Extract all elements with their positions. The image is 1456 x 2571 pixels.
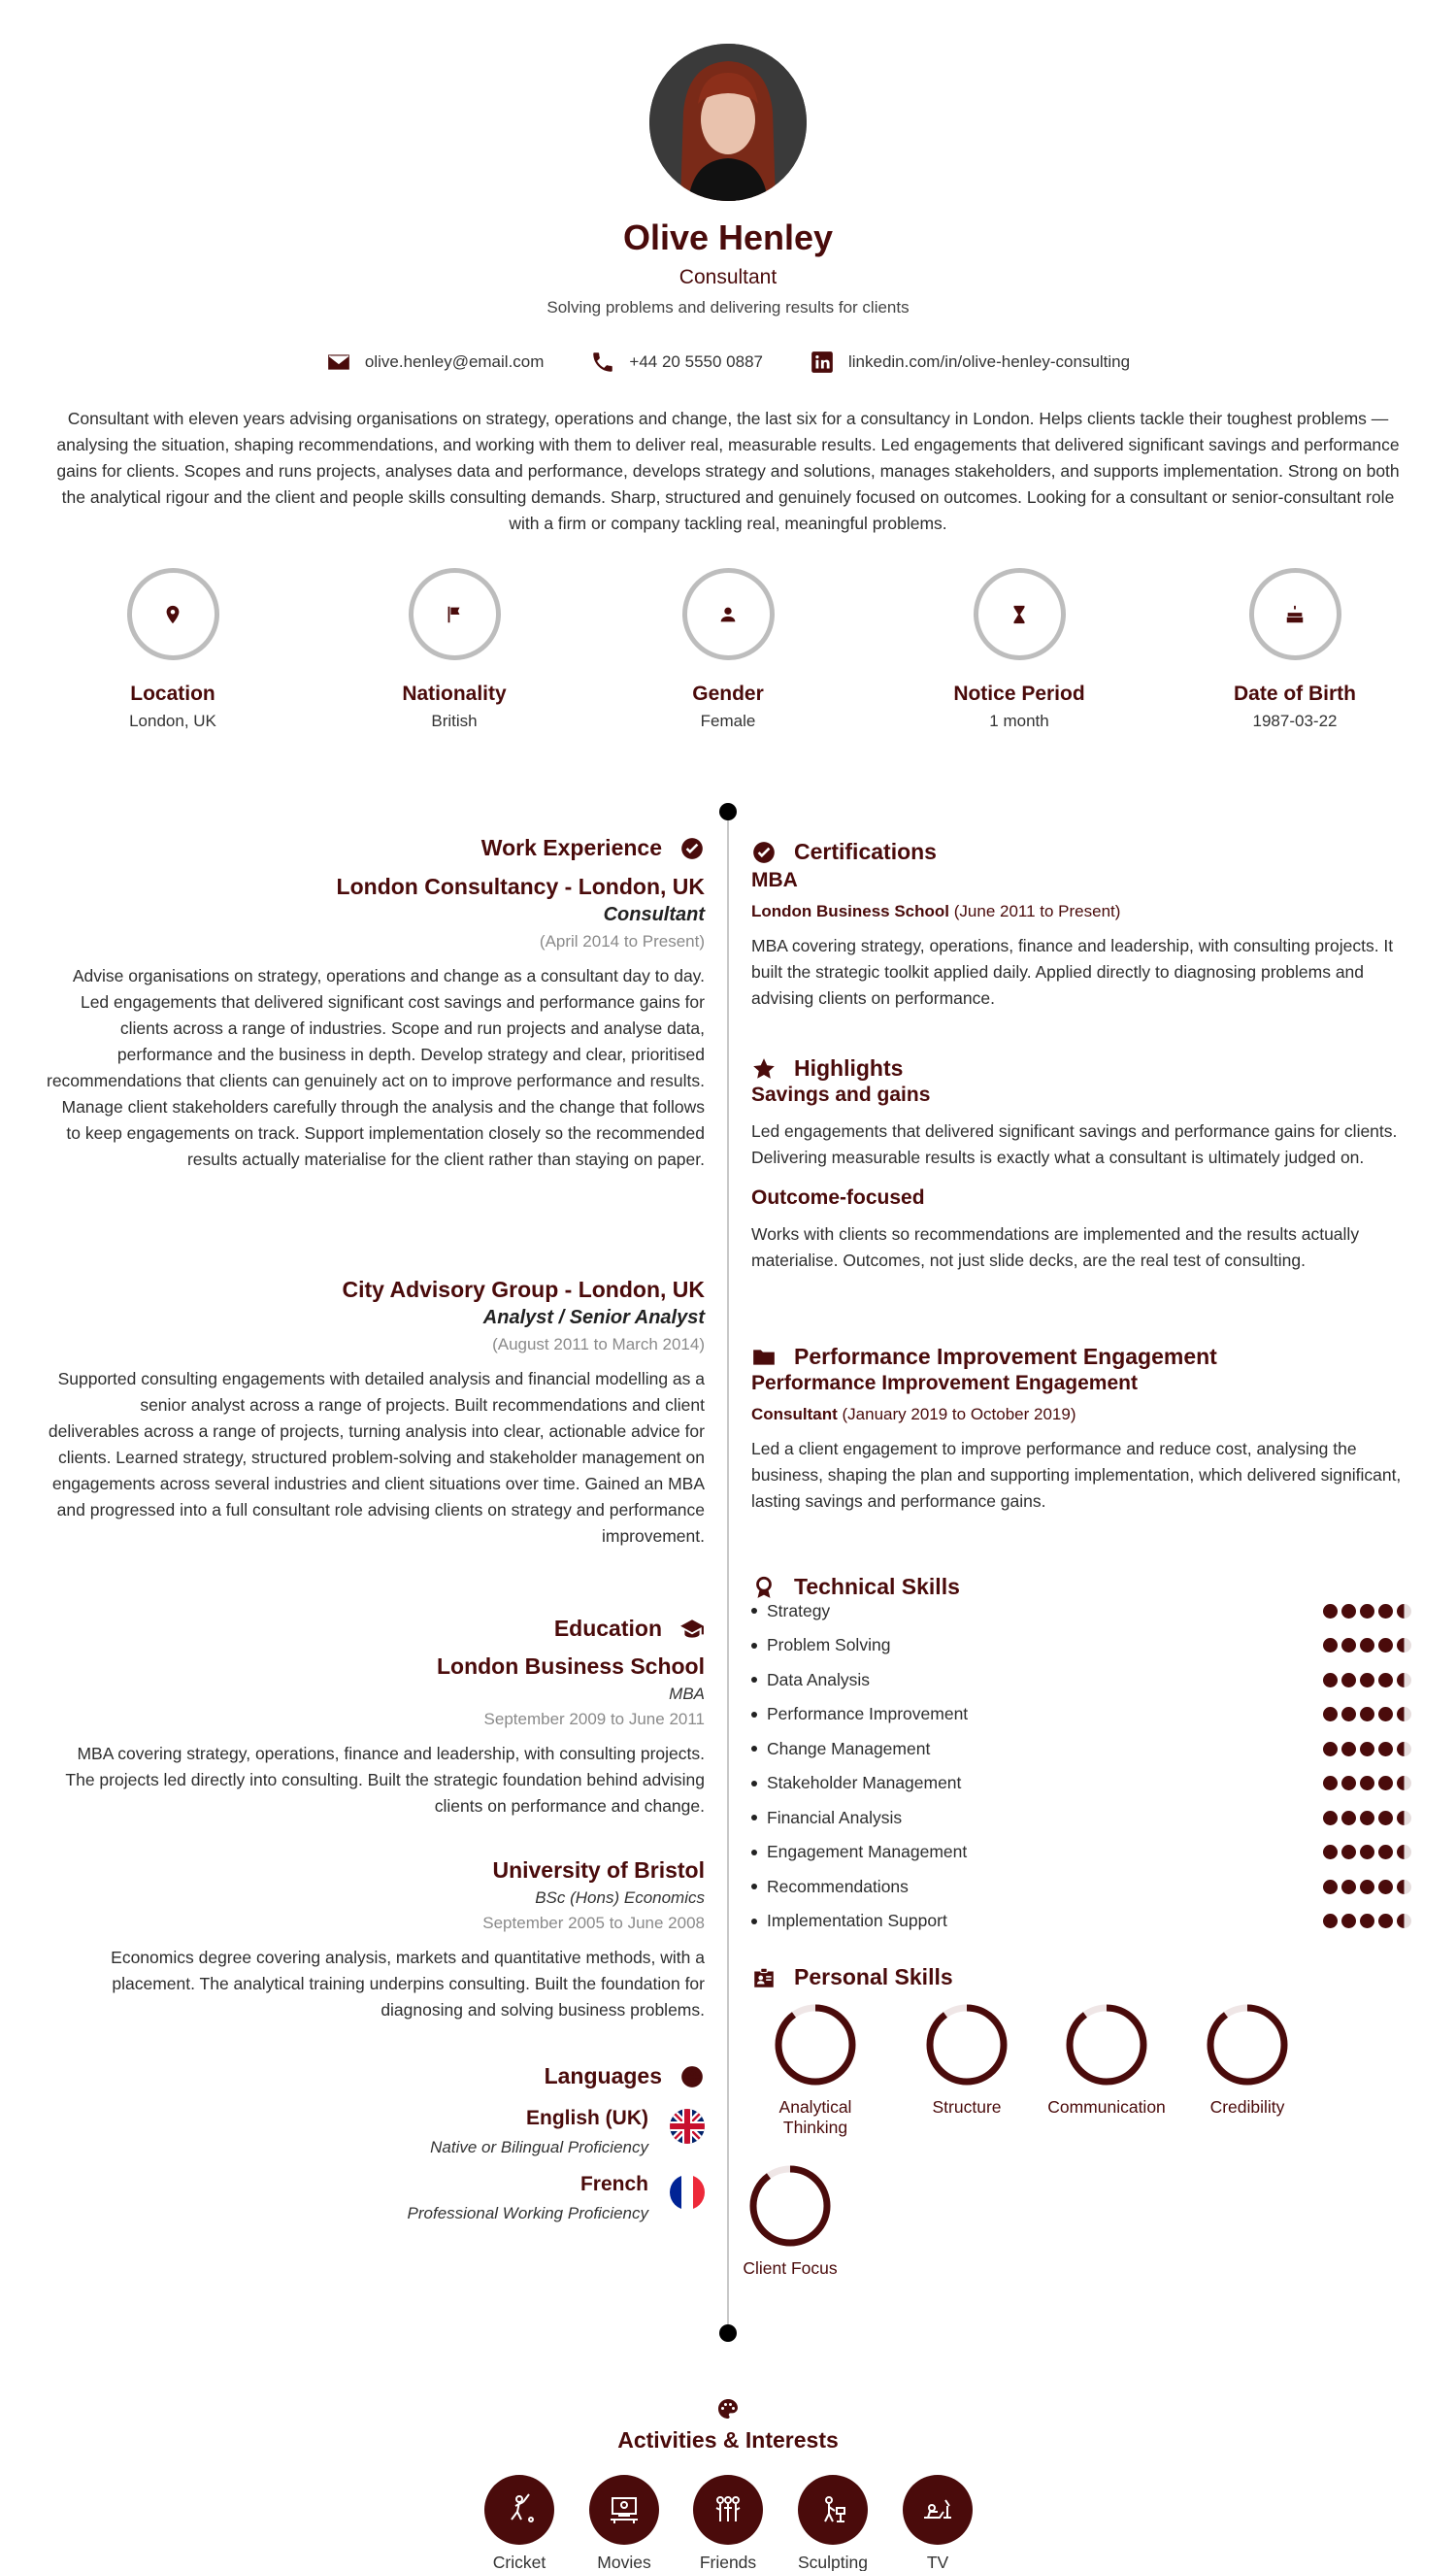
rating-dot	[1378, 1845, 1393, 1859]
section-title: Certifications	[794, 839, 937, 864]
skill-rating	[1323, 1914, 1411, 1928]
tv-icon	[918, 2490, 957, 2529]
skill-row	[751, 1875, 1411, 1898]
section-title: Performance Improvement Engagement	[794, 1344, 1217, 1369]
rating-dot	[1341, 1914, 1356, 1928]
rating-dot	[1378, 1811, 1393, 1825]
skill-rating	[1323, 1673, 1411, 1687]
education-dates: September 2009 to June 2011	[483, 1710, 705, 1728]
bullet	[751, 1919, 757, 1924]
rating-dot	[1397, 1776, 1411, 1790]
project-description: Led a client engagement to improve performance and reduce cost, analysing the business, shaping the plan and supporting implementation, which delivered significant, lasting savings and performance gains.	[751, 1439, 1402, 1511]
technical-skills-heading	[751, 1574, 1411, 1600]
verified-badge-icon	[679, 836, 705, 861]
cricket-icon	[500, 2490, 539, 2529]
education-heading	[47, 1616, 705, 1642]
activity-label: Movies	[597, 2553, 651, 2571]
skill-name: Data Analysis	[767, 1669, 871, 1689]
rating-dot	[1360, 1742, 1374, 1756]
skill-row	[751, 1703, 1411, 1726]
rating-dot	[1397, 1707, 1411, 1721]
skill-row	[751, 1599, 1411, 1622]
france-flag-icon	[670, 2175, 705, 2210]
info-label: Date of Birth	[1234, 683, 1356, 705]
bullet	[751, 1746, 757, 1752]
profile-summary: Consultant with eleven years advising organisations on strategy, operations and change, the last six for a consultancy in London. Helps clients tackle their toughest problems — analysing the situation, shaping recommendations, and working with them to deliver real, measurable results. Led engagements that delivered significant savings and performance gains for clients. Scopes and runs projects, analyses data and performance, develops strategy and solutions, manages stakeholders, and supports implementation. Strong on both the analytical rigour and the client and people skills consulting demands. Sharp, structured and genuinely focused on outcomes. Looking for a consultant or senior-consultant role with a firm or company tackling real, meaningful problems.	[56, 409, 1400, 533]
rating-dot	[1360, 1776, 1374, 1790]
highlights-section	[751, 1055, 1411, 1274]
highlight-title: Savings and gains	[751, 1084, 931, 1106]
info-value: 1987-03-22	[1252, 712, 1338, 730]
contact-email[interactable]	[326, 350, 545, 375]
skill-name: Change Management	[767, 1738, 931, 1758]
rating-dot	[1397, 1742, 1411, 1756]
contact-phone[interactable]	[590, 350, 763, 375]
bullet	[751, 1884, 757, 1889]
timeline-line	[727, 811, 729, 2333]
star-icon	[751, 1056, 777, 1082]
rating-dot	[1397, 1638, 1411, 1653]
job-description: Advise organisations on strategy, operations and change as a consultant day to day. Led engagements that delivered significant cost savings and performance gains for clients across a range of industries. Scope and run projects and analyse data, performance and the business in depth. Develop strategy and clear, prioritised recommendations that clients can genuinely act on to improve performance and results. Manage client stakeholders carefully through the analysis and the change that follows to keep engagements on track. Support implementation closely so the recommended results actually materialise for the client rather than staying on paper.	[47, 966, 705, 1169]
info-notice-period	[893, 568, 1145, 731]
rating-dot	[1360, 1638, 1374, 1653]
phone-text: +44 20 5550 0887	[629, 352, 763, 371]
rating-dot	[1341, 1811, 1356, 1825]
language-level: Professional Working Proficiency	[407, 2204, 648, 2222]
personal-skill	[1179, 2002, 1315, 2118]
uk-flag-icon	[670, 2109, 705, 2144]
personal-skills-heading	[751, 1964, 1411, 1990]
job-description: Supported consulting engagements with detailed analysis and financial modelling as a senior analyst across a range of projects. Built recommendations and client deliverables across a range of projects, turning analysis into clear, actionable advice for clients. Learned strategy, structured problem-solving and stakeholder management on engagements across several industries and client situations over time. Gained an MBA and progressed into a full consultant role advising clients on strategy and performance improvement.	[48, 1369, 705, 1546]
school-name: London Business School	[436, 1653, 705, 1679]
skill-name: Strategy	[767, 1600, 831, 1620]
activity-label: Cricket	[492, 2553, 546, 2571]
rating-dot	[1341, 1638, 1356, 1653]
languages-heading	[47, 2063, 705, 2089]
rating-dot	[1341, 1673, 1356, 1687]
info-location	[47, 568, 299, 731]
rating-dot	[1323, 1638, 1338, 1653]
rating-dot	[1378, 1776, 1393, 1790]
personal-skill	[899, 2002, 1035, 2118]
timeline-dot-top	[719, 803, 737, 820]
info-nationality	[328, 568, 580, 731]
job-entry	[47, 874, 705, 1173]
info-label: Gender	[692, 683, 764, 705]
certificate-badge-icon	[751, 840, 777, 865]
project-section	[751, 1344, 1411, 1515]
activity-label: Sculpting	[798, 2553, 868, 2571]
palette-icon	[716, 2397, 740, 2421]
rating-dot	[1360, 1811, 1374, 1825]
skill-name: Performance Improvement	[767, 1704, 969, 1723]
bullet	[751, 1850, 757, 1855]
rating-dot	[1341, 1845, 1356, 1859]
skill-row	[751, 1806, 1411, 1829]
bullet	[751, 1677, 757, 1683]
cert-issuer: London Business School	[751, 902, 950, 920]
info-value: London, UK	[129, 712, 216, 730]
personal-skill	[747, 2002, 883, 2138]
personal-skill-label: Communication	[1047, 2097, 1166, 2117]
movies-icon	[605, 2490, 644, 2529]
education-dates: September 2005 to June 2008	[482, 1914, 705, 1932]
language-name: French	[579, 2173, 648, 2195]
activity-item	[889, 2475, 986, 2571]
candidate-name: Olive Henley	[622, 217, 834, 257]
linkedin-text: linkedin.com/in/olive-henley-consulting	[847, 352, 1131, 371]
rating-dot	[1397, 1673, 1411, 1687]
section-title: Personal Skills	[794, 1964, 953, 1989]
job-position: Consultant	[603, 904, 705, 925]
project-role: Consultant	[751, 1405, 838, 1423]
skill-row	[751, 1634, 1411, 1657]
bullet	[751, 1781, 757, 1786]
skill-name: Problem Solving	[767, 1635, 891, 1654]
info-label: Nationality	[402, 683, 507, 705]
work-experience-heading	[47, 835, 705, 861]
bullet	[751, 1608, 757, 1614]
rating-dot	[1360, 1707, 1374, 1721]
job-entry	[47, 1277, 705, 1550]
rating-dot	[1397, 1604, 1411, 1619]
job-dates: (August 2011 to March 2014)	[492, 1335, 705, 1353]
email-icon	[326, 350, 351, 375]
graduation-cap-icon	[679, 1617, 705, 1642]
education-entry	[47, 1653, 705, 1820]
info-date-of-birth	[1169, 568, 1421, 731]
phone-icon	[590, 350, 615, 375]
job-org: City Advisory Group - London, UK	[342, 1277, 705, 1302]
rating-dot	[1341, 1604, 1356, 1619]
rating-dot	[1378, 1673, 1393, 1687]
bullet	[751, 1815, 757, 1820]
contact-linkedin[interactable]	[810, 350, 1130, 375]
skill-name: Implementation Support	[767, 1911, 947, 1930]
rating-dot	[1323, 1914, 1338, 1928]
section-title: Technical Skills	[794, 1574, 960, 1599]
sculpting-icon	[813, 2490, 852, 2529]
cert-dates: (June 2011 to Present)	[953, 902, 1121, 920]
rating-dot	[1323, 1742, 1338, 1756]
info-value: British	[431, 712, 478, 730]
activity-item	[784, 2475, 881, 2571]
activities-heading: Activities & Interests	[617, 2427, 839, 2453]
cake-icon	[1284, 604, 1306, 625]
activity-item	[471, 2475, 568, 2571]
personal-skill-label: Structure	[932, 2097, 1002, 2117]
skill-rating	[1323, 1811, 1411, 1825]
rating-dot	[1323, 1673, 1338, 1687]
language-entry	[47, 2107, 648, 2157]
skill-row	[751, 1772, 1411, 1795]
skill-rating	[1323, 1742, 1411, 1756]
education-description: Economics degree covering analysis, markets and quantitative methods, with a placement. The analytical training underpins consulting. Built the foundation for diagnosing and solving business problems.	[111, 1948, 705, 2020]
degree: MBA	[669, 1685, 705, 1703]
rating-dot	[1323, 1880, 1338, 1894]
rating-dot	[1378, 1880, 1393, 1894]
project-dates: (January 2019 to October 2019)	[842, 1405, 1076, 1423]
personal-skill-label: Analytical Thinking	[778, 2097, 852, 2137]
rating-dot	[1378, 1914, 1393, 1928]
id-badge-icon	[751, 1965, 777, 1990]
skill-rating	[1323, 1638, 1411, 1653]
rating-dot	[1378, 1604, 1393, 1619]
map-pin-icon	[162, 604, 183, 625]
personal-skill-label: Client Focus	[743, 2258, 838, 2278]
timeline-dot-bottom	[719, 2324, 737, 2342]
job-org: London Consultancy - London, UK	[336, 874, 705, 899]
activity-label: TV	[926, 2553, 949, 2571]
skill-ring	[924, 2002, 1009, 2087]
rating-dot	[1378, 1707, 1393, 1721]
language-level: Native or Bilingual Proficiency	[430, 2138, 648, 2156]
candidate-role: Consultant	[678, 266, 778, 288]
highlight-title: Outcome-focused	[751, 1186, 925, 1209]
education-entry	[47, 1857, 705, 2023]
rating-dot	[1323, 1776, 1338, 1790]
info-gender	[602, 568, 854, 731]
email-text: olive.henley@email.com	[364, 352, 545, 371]
rating-dot	[1360, 1845, 1374, 1859]
person-icon	[717, 604, 739, 625]
rating-dot	[1323, 1811, 1338, 1825]
project-title: Performance Improvement Engagement	[751, 1372, 1138, 1394]
activity-item	[576, 2475, 673, 2571]
rating-dot	[1360, 1914, 1374, 1928]
rating-dot	[1341, 1776, 1356, 1790]
section-title: Education	[553, 1616, 662, 1641]
cert-description: MBA covering strategy, operations, finance and leadership, with consulting projects. It built the strategic toolkit applied daily. Applied directly to diagnosing problems and advising clients on performance.	[751, 936, 1394, 1008]
rating-dot	[1378, 1742, 1393, 1756]
bullet	[751, 1643, 757, 1649]
rating-dot	[1360, 1673, 1374, 1687]
contact-bar	[0, 350, 1456, 375]
language-entry	[47, 2173, 648, 2223]
personal-skill-label: Credibility	[1209, 2097, 1285, 2117]
rating-dot	[1341, 1742, 1356, 1756]
info-value: 1 month	[989, 712, 1049, 730]
globe-icon	[679, 2064, 705, 2089]
skill-rating	[1323, 1845, 1411, 1859]
rating-dot	[1323, 1707, 1338, 1721]
highlight-description: Works with clients so recommendations are implemented and the results actually materialise. Outcomes, not just slide decks, are the real test of consulting.	[751, 1224, 1360, 1270]
skill-row	[751, 1668, 1411, 1691]
info-value: Female	[700, 712, 756, 730]
skill-ring	[1205, 2002, 1290, 2087]
rating-dot	[1378, 1638, 1393, 1653]
skill-name: Recommendations	[767, 1876, 909, 1896]
personal-skill	[722, 2163, 858, 2279]
award-ribbon-icon	[751, 1575, 777, 1600]
flag-icon	[444, 604, 465, 625]
job-dates: (April 2014 to Present)	[539, 932, 705, 951]
job-position: Analyst / Senior Analyst	[482, 1307, 705, 1328]
degree: BSc (Hons) Economics	[535, 1888, 705, 1907]
section-title: Languages	[544, 2063, 662, 2088]
candidate-tagline: Solving problems and delivering results for clients	[546, 298, 910, 317]
skill-rating	[1323, 1880, 1411, 1894]
cert-title: MBA	[751, 869, 798, 891]
friends-icon	[709, 2490, 747, 2529]
highlight-description: Led engagements that delivered significant savings and performance gains for clients. Delivering measurable results is exactly what a consultant is ultimately judged on.	[751, 1121, 1398, 1167]
section-title: Work Experience	[480, 835, 662, 860]
skill-name: Financial Analysis	[767, 1807, 903, 1827]
rating-dot	[1360, 1880, 1374, 1894]
skill-name: Stakeholder Management	[767, 1773, 962, 1792]
rating-dot	[1397, 1845, 1411, 1859]
rating-dot	[1397, 1811, 1411, 1825]
skill-rating	[1323, 1604, 1411, 1619]
folder-icon	[751, 1345, 777, 1370]
section-title: Highlights	[794, 1055, 904, 1081]
rating-dot	[1397, 1914, 1411, 1928]
skill-ring	[1064, 2002, 1149, 2087]
rating-dot	[1397, 1880, 1411, 1894]
skill-rating	[1323, 1707, 1411, 1721]
activity-item	[679, 2475, 777, 2571]
education-description: MBA covering strategy, operations, finance and leadership, with consulting projects. The projects led directly into consulting. Built the strategic foundation behind advising clients on performance and change.	[65, 1744, 705, 1816]
activity-label: Friends	[699, 2553, 757, 2571]
rating-dot	[1341, 1880, 1356, 1894]
avatar	[649, 44, 807, 201]
skill-row	[751, 1841, 1411, 1864]
linkedin-icon	[810, 350, 835, 375]
certifications-section	[751, 839, 1411, 1012]
rating-dot	[1323, 1845, 1338, 1859]
language-name: English (UK)	[526, 2107, 648, 2129]
info-label: Location	[130, 683, 215, 705]
skill-rating	[1323, 1776, 1411, 1790]
rating-dot	[1360, 1604, 1374, 1619]
rating-dot	[1341, 1707, 1356, 1721]
rating-dot	[1323, 1604, 1338, 1619]
info-label: Notice Period	[953, 683, 1085, 705]
bullet	[751, 1712, 757, 1718]
school-name: University of Bristol	[492, 1857, 705, 1883]
skill-row	[751, 1910, 1411, 1933]
hourglass-icon	[1009, 604, 1030, 625]
skill-row	[751, 1737, 1411, 1760]
skill-name: Engagement Management	[767, 1842, 968, 1861]
skill-ring	[747, 2163, 833, 2249]
personal-skill	[1039, 2002, 1175, 2118]
skill-ring	[773, 2002, 858, 2087]
